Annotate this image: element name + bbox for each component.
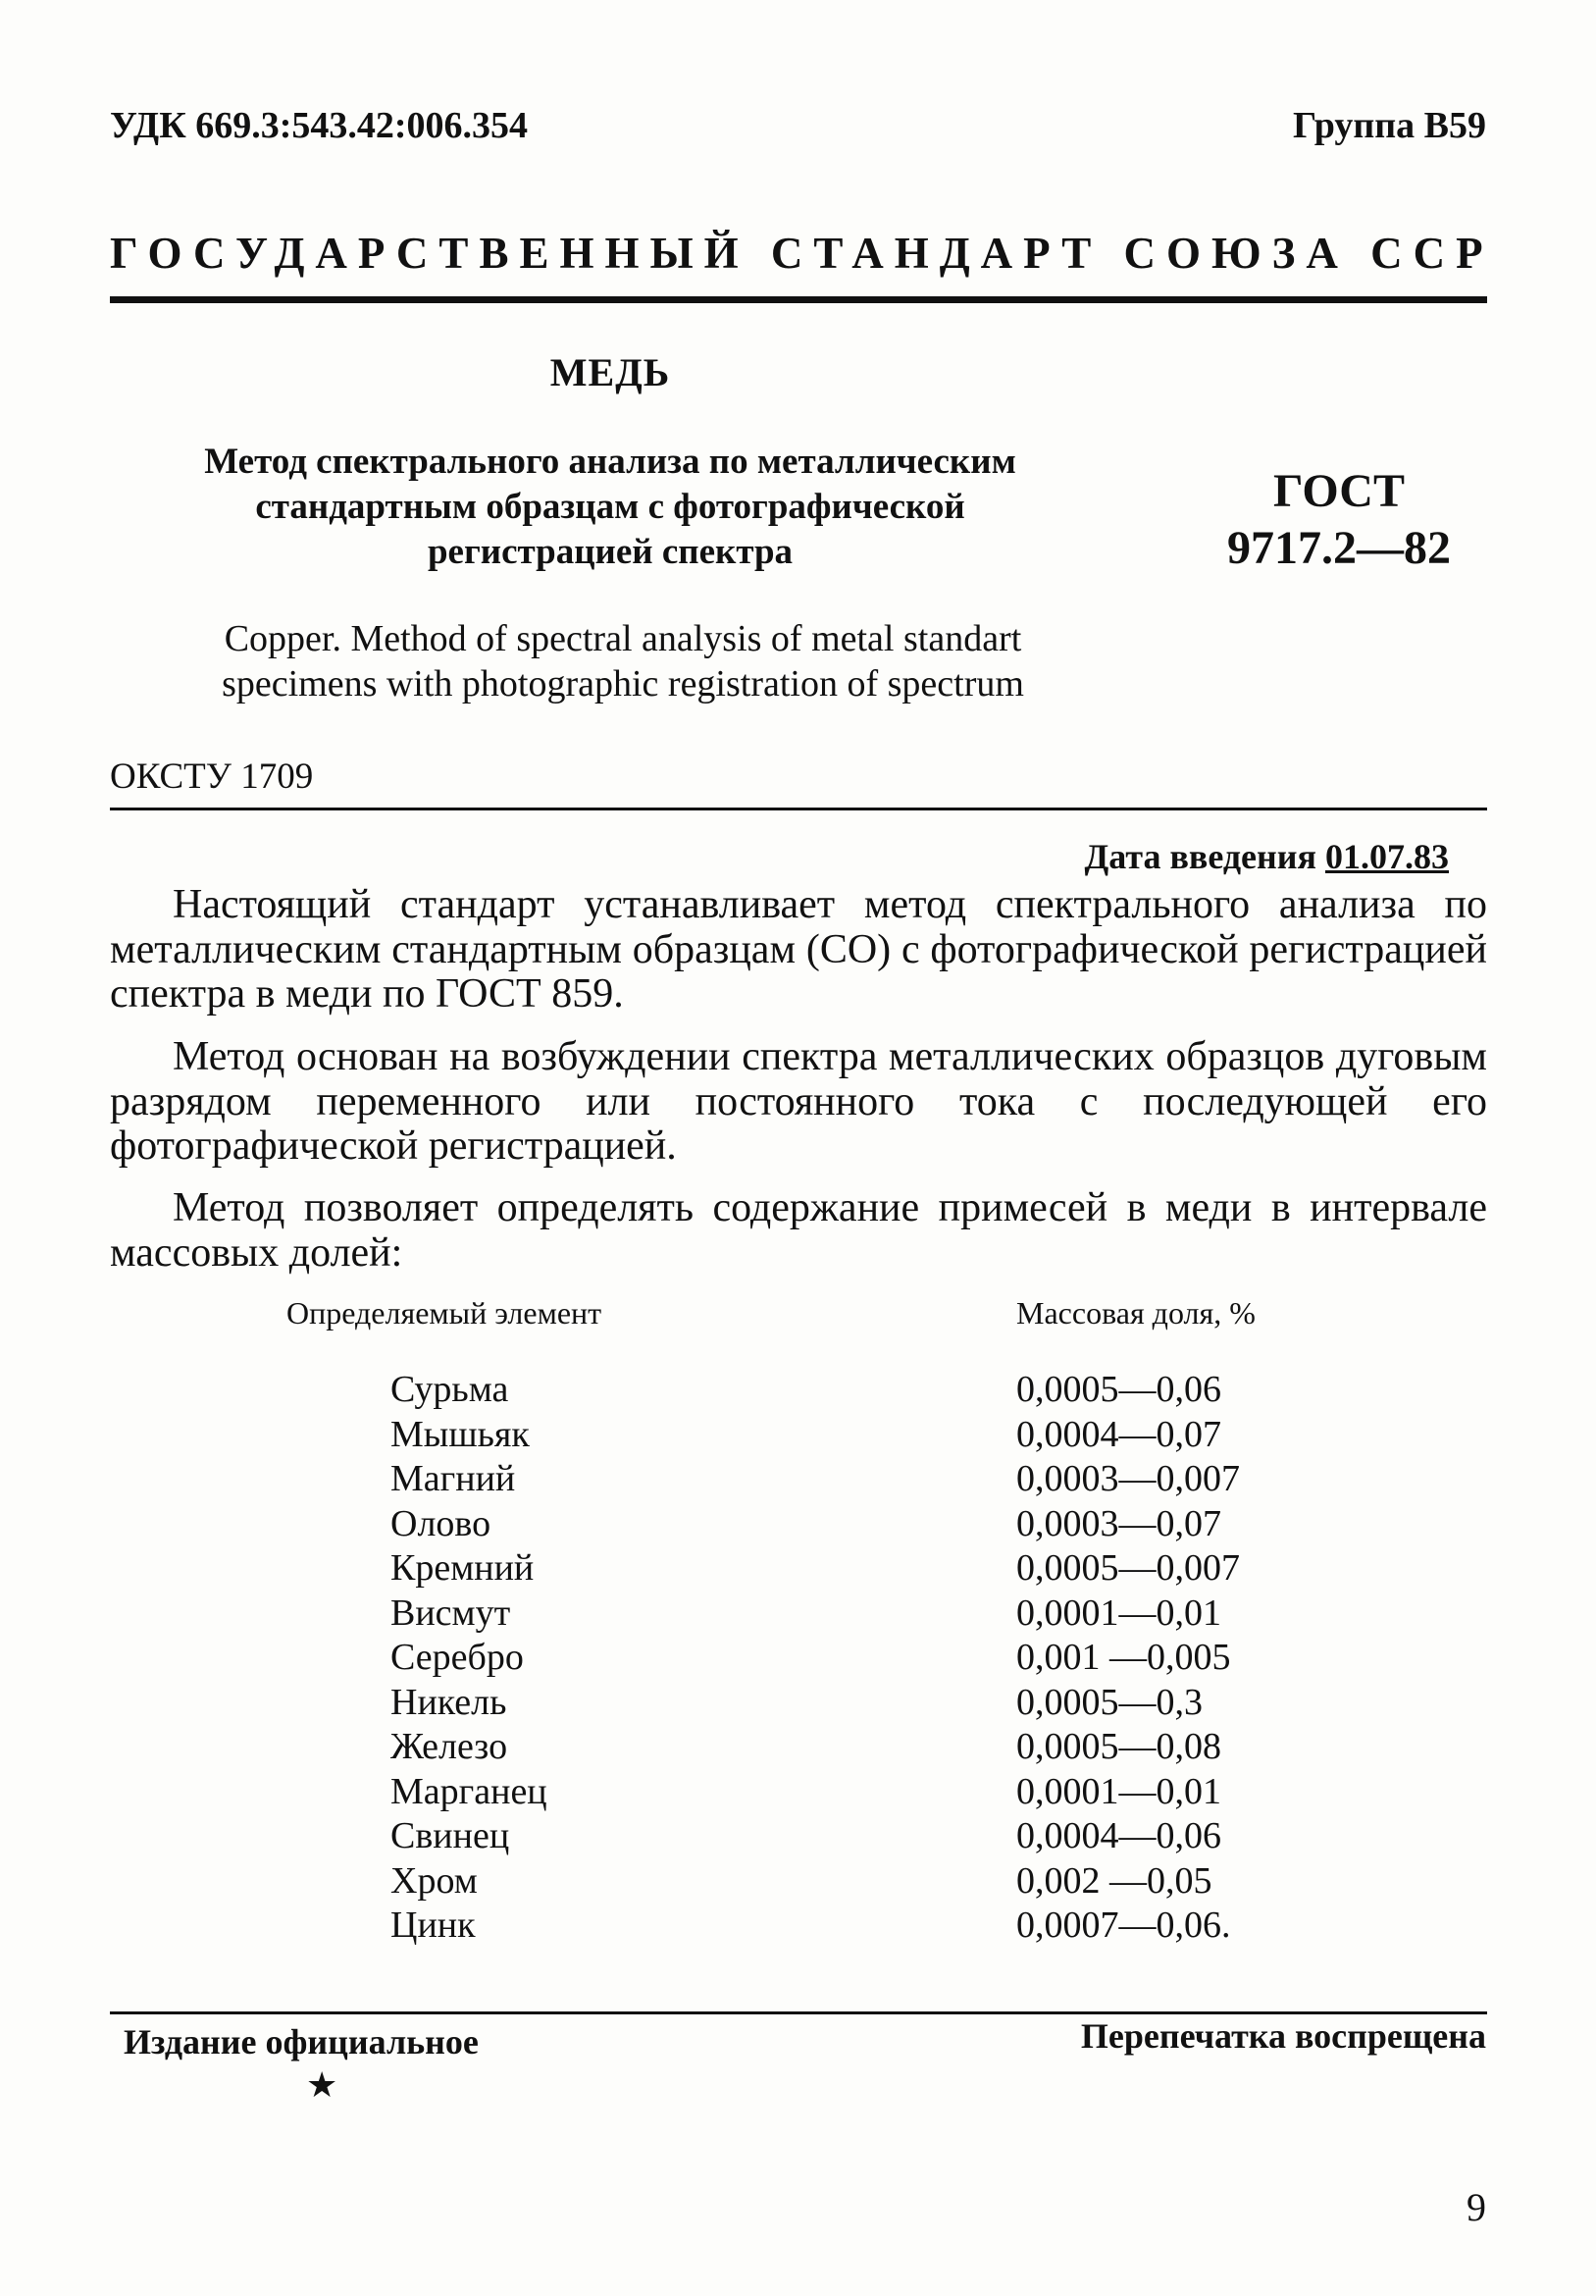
- table-row: [0, 1859, 1596, 1905]
- table-row: [0, 1681, 1596, 1726]
- element-name: Железо: [390, 1726, 508, 1767]
- element-name: Хром: [390, 1859, 478, 1902]
- table-row: [0, 1904, 1596, 1949]
- paragraph: [110, 1186, 1487, 1276]
- introduction-date-label: Дата введения: [1084, 837, 1316, 876]
- mass-range: 0,0007—0,06.: [1016, 1905, 1231, 1946]
- group-code: Группа В59: [1292, 105, 1486, 146]
- paragraph: [110, 1035, 1487, 1170]
- element-name: Марганец: [390, 1770, 547, 1812]
- english-title-line: Copper. Method of spectral analysis of metal standart: [224, 618, 1022, 659]
- method-title-line: Метод спектрального анализа по металлическим: [204, 442, 1016, 482]
- table-row: [0, 1546, 1596, 1592]
- table-row: [0, 1814, 1596, 1859]
- mass-range: 0,0005—0,08: [1016, 1726, 1221, 1767]
- gost-label: ГОСТ: [1273, 465, 1405, 517]
- mass-range: 0,001 —0,005: [1016, 1637, 1231, 1678]
- document-subject: МЕДЬ: [549, 350, 671, 394]
- udk-code: УДК 669.3:543.42:006.354: [110, 105, 529, 146]
- element-name: Цинк: [390, 1905, 476, 1946]
- mass-range: 0,0004—0,06: [1016, 1815, 1221, 1856]
- table-row: [0, 1368, 1596, 1413]
- table-row: [0, 1725, 1596, 1770]
- introduction-date-value: 01.07.83: [1325, 837, 1449, 876]
- mass-range: 0,0005—0,3: [1016, 1681, 1203, 1723]
- mass-range: 0,0003—0,007: [1016, 1458, 1240, 1499]
- element-name: Висмут: [390, 1592, 511, 1634]
- english-title-line: specimens with photographic registration of spectrum: [222, 663, 1024, 704]
- method-title-line: регистрацией спектра: [427, 532, 794, 572]
- table-row: [0, 1457, 1596, 1502]
- paragraph-text: Метод позволяет определять содержание примесей в меди в интервале массовых долей:: [110, 1185, 1487, 1276]
- element-name: Сурьма: [390, 1369, 509, 1410]
- mass-range: 0,0001—0,01: [1016, 1770, 1221, 1812]
- table-row: [0, 1592, 1596, 1637]
- english-title: [137, 616, 1108, 706]
- element-name: Никель: [390, 1681, 507, 1723]
- gost-number: 9717.2—82: [1227, 522, 1451, 574]
- element-name: Мышьяк: [390, 1413, 530, 1455]
- element-table: [0, 1368, 1596, 1949]
- okstu-rule: [110, 808, 1487, 810]
- reprint-prohibited-label: Перепечатка воспрещена: [1080, 2016, 1486, 2056]
- element-name: Кремний: [390, 1547, 535, 1589]
- method-title-line: стандартным образцам с фотографической: [255, 487, 965, 527]
- gost-designation: [1197, 463, 1481, 577]
- okstu-code: ОКСТУ 1709: [110, 757, 314, 797]
- table-row: [0, 1770, 1596, 1815]
- table-row: [0, 1636, 1596, 1681]
- header-rule: [110, 296, 1487, 303]
- official-edition-label: Издание официальное: [124, 2022, 479, 2061]
- state-standard-title: ГОСУДАРСТВЕННЫЙ СТАНДАРТ СОЮЗА ССР: [110, 229, 1494, 278]
- mass-range: 0,0005—0,06: [1016, 1369, 1221, 1410]
- table-header-element: Определяемый элемент: [286, 1295, 602, 1331]
- element-name: Свинец: [390, 1815, 510, 1856]
- paragraph: [110, 883, 1487, 1018]
- mass-range: 0,0005—0,007: [1016, 1547, 1240, 1589]
- table-header-mass-fraction: Массовая доля, %: [1016, 1295, 1256, 1331]
- footer-rule: [110, 2011, 1487, 2014]
- star-icon: ★: [306, 2065, 338, 2105]
- table-row: [0, 1502, 1596, 1547]
- method-title: [110, 440, 1110, 575]
- element-name: Олово: [390, 1502, 491, 1544]
- paragraph-text: Настоящий стандарт устанавливает метод спектрального анализа по металлическим стандартным образцам (СО) с фотографической регистрацией спектра в меди по ГОСТ 859.: [110, 882, 1487, 1017]
- mass-range: 0,0001—0,01: [1016, 1592, 1221, 1634]
- page-number: 9: [1467, 2185, 1486, 2229]
- mass-range: 0,0004—0,07: [1016, 1413, 1221, 1455]
- table-row: [0, 1413, 1596, 1458]
- mass-range: 0,002 —0,05: [1016, 1859, 1212, 1902]
- element-name: Серебро: [390, 1637, 524, 1678]
- element-name: Магний: [390, 1458, 516, 1499]
- paragraph-text: Метод основан на возбуждении спектра металлических образцов дуговым разрядом переменного или постоянного тока с последующей его фотографической регистрацией.: [110, 1034, 1487, 1169]
- mass-range: 0,0003—0,07: [1016, 1502, 1221, 1544]
- introduction-date: [1085, 836, 1450, 877]
